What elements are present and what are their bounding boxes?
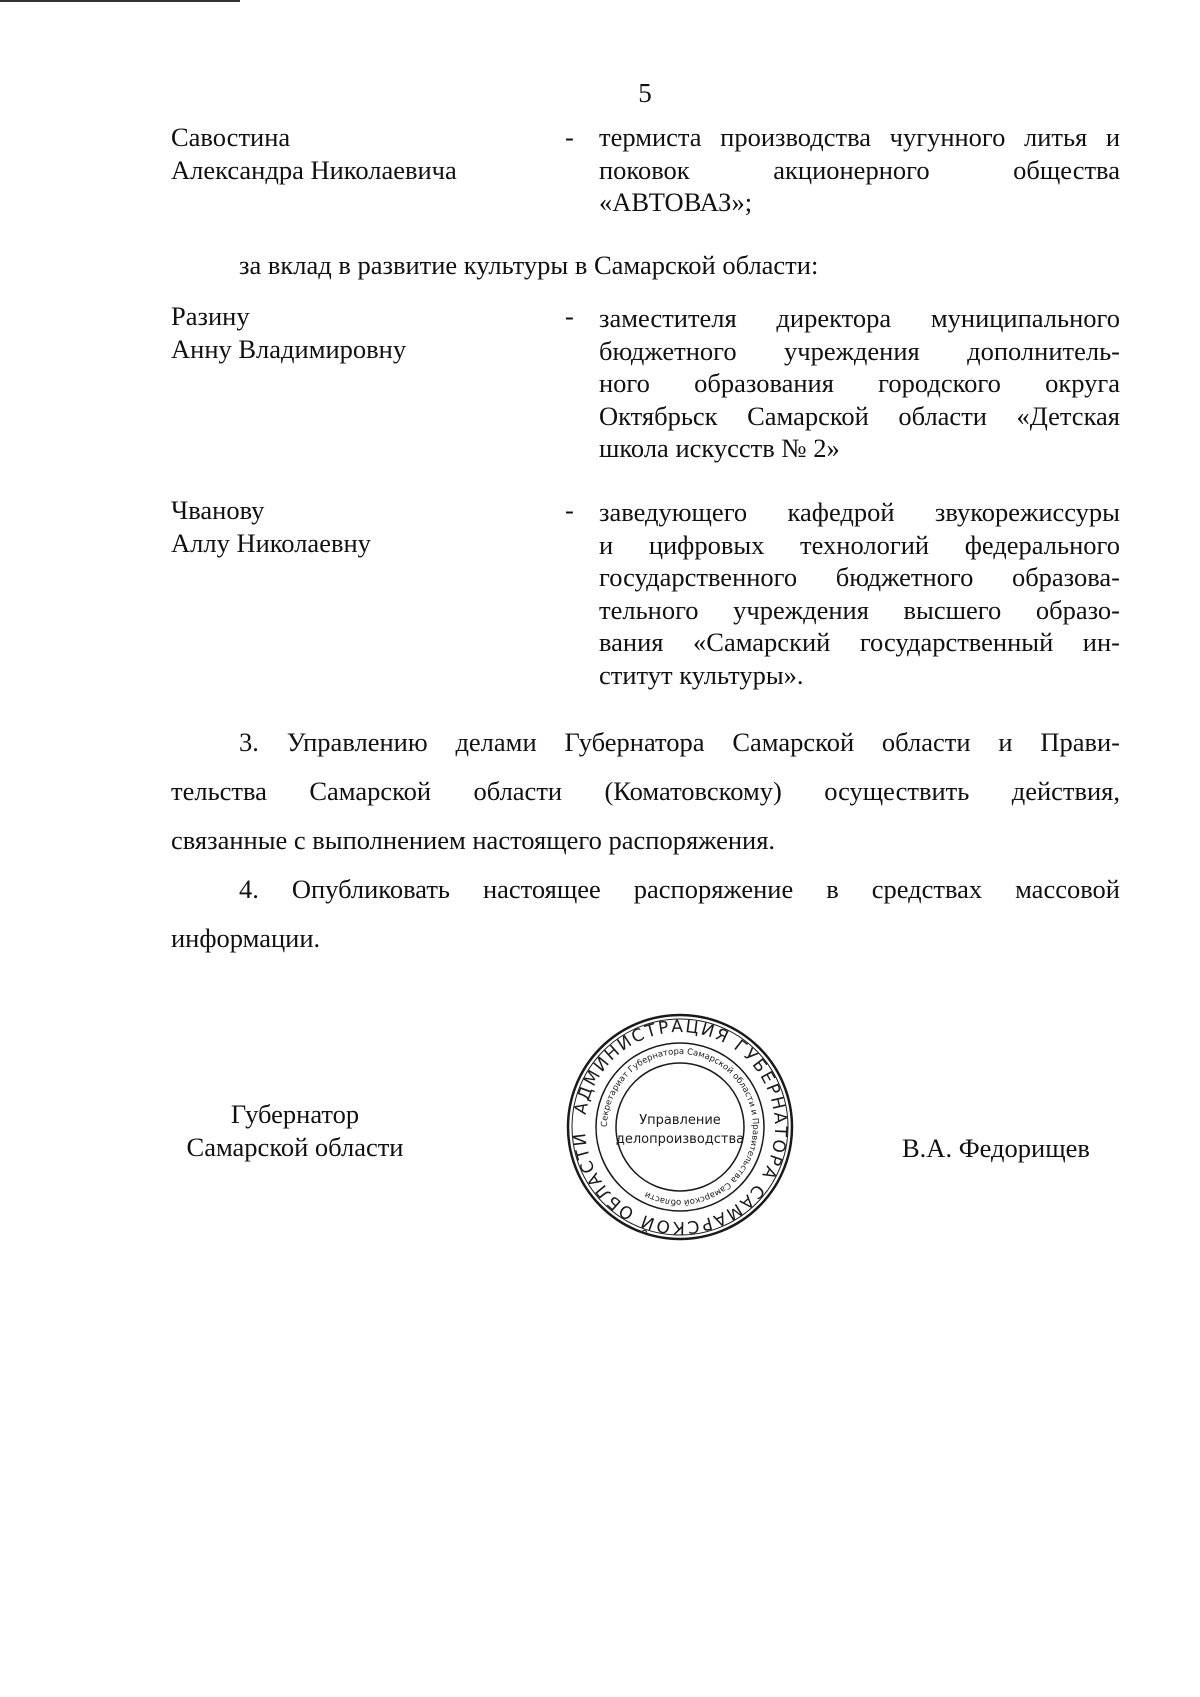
signatory-title (170, 1098, 420, 1164)
name-line: Анну Владимировну (171, 334, 407, 364)
award-name-chvanova (171, 494, 551, 560)
seal-center-line: делопроизводства (615, 1132, 745, 1147)
paragraph-line: тельства Самарской области (Коматовскому) осуществить действия, (171, 776, 1120, 806)
paragraph-4 (171, 865, 1120, 963)
description-line: «АВТОВАЗ»; (599, 187, 753, 217)
award-description-razina (599, 302, 1120, 465)
description-line: Октябрьск Самарской области «Детская (599, 400, 1120, 431)
name-line: Александра Николаевича (171, 155, 457, 185)
description-line: поковок акционерного общества (599, 154, 1120, 185)
entry-dash: - (565, 301, 574, 331)
section-heading-culture: за вклад в развитие культуры в Самарской области: (239, 250, 819, 280)
description-line: термиста производства чугунного литья и (599, 122, 1120, 152)
name-line: Савостина (171, 122, 291, 152)
official-seal (565, 1012, 795, 1242)
paragraph-line: связанные с выполнением настоящего распоряжения. (171, 825, 776, 855)
description-line: тельного учреждения высшего образо- (599, 594, 1120, 625)
page-number: 5 (638, 78, 652, 108)
description-line: государственного бюджетного образова- (599, 562, 1120, 592)
seal-center-line: Управление (639, 1113, 721, 1128)
name-line: Разину (171, 301, 250, 331)
award-name-razina (171, 300, 551, 366)
description-line: вания «Самарский государственный ин- (599, 627, 1120, 657)
description-line: ного образования городского округа (599, 368, 1120, 398)
scan-edge-line (0, 0, 240, 2)
signatory-title-line: Самарской области (186, 1132, 404, 1162)
seal-outer-text-path: АДМИНИСТРАЦИЯ ГУБЕРНАТОРА САМАРСКОЙ ОБЛАСТИ (569, 1016, 791, 1238)
paragraph-3 (171, 718, 1120, 865)
award-description-chvanova (599, 496, 1120, 691)
paragraph-line: информации. (171, 923, 321, 953)
entry-dash: - (565, 495, 574, 525)
description-line: заместителя директора муниципального (599, 303, 1120, 333)
description-line: ститут культуры». (599, 659, 804, 690)
name-line: Чванову (171, 495, 265, 525)
description-line: школа искусств № 2» (599, 433, 840, 463)
paragraph-line: 3. Управлению делами Губернатора Самарской области и Прави- (239, 727, 1120, 757)
paragraph-line: 4. Опубликовать настоящее распоряжение в средствах массовой (239, 874, 1120, 904)
award-name-savostin (171, 121, 551, 187)
signatory-name: В.А. Федорищев (902, 1133, 1090, 1163)
signatory-title-line: Губернатор (230, 1099, 360, 1129)
entry-dash: - (565, 122, 574, 152)
name-line: Аллу Николаевну (171, 528, 371, 558)
award-description-savostin (599, 121, 1120, 219)
description-line: бюджетного учреждения дополнитель- (599, 335, 1120, 366)
seal-inner-text-path: Секретариат Губернатора Самарской области и Правительства Самарской области (599, 1046, 761, 1208)
description-line: и цифровых технологий федерального (599, 529, 1120, 560)
description-line: заведующего кафедрой звукорежиссуры (599, 497, 1120, 527)
